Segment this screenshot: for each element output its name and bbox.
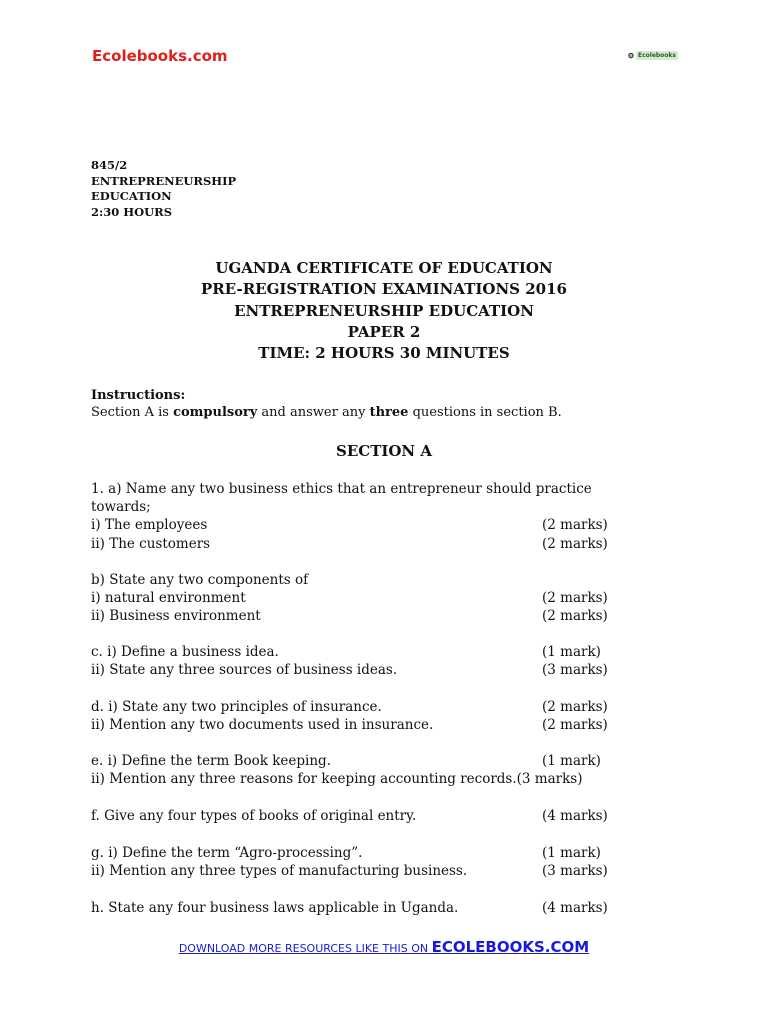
- instr-bold-1: compulsory: [173, 405, 258, 420]
- q1a-i: [91, 516, 631, 534]
- instr-part-3: questions in section B.: [408, 405, 562, 420]
- download-site: ECOLEBOOKS.COM: [431, 938, 590, 956]
- q1c-i: [91, 643, 631, 661]
- q1d-i-marks: (2 marks): [542, 699, 608, 715]
- q1b-ii: [91, 607, 631, 625]
- instr-part-1: Section A is: [91, 405, 174, 420]
- q1b-stem: b) State any two components of: [91, 572, 309, 588]
- q1a-ii: [91, 535, 631, 553]
- download-prefix: DOWNLOAD MORE RESOURCES LIKE THIS ON: [178, 942, 432, 955]
- question-1h: [91, 899, 631, 917]
- q1e-i-text: e. i) Define the term Book keeping.: [91, 753, 331, 769]
- question-1c: [91, 643, 631, 679]
- q1c-i-marks: (1 mark): [542, 644, 601, 660]
- logo-text: Ecolebooks: [637, 51, 676, 59]
- q1a-ii-text: ii) The customers: [91, 535, 211, 552]
- question-1f: [91, 807, 631, 825]
- q1b-i-marks: (2 marks): [542, 590, 608, 607]
- q1f-marks: (4 marks): [542, 808, 608, 824]
- q1a-stem-1: 1. a) Name any two business ethics that an entrepreneur should practice: [91, 481, 592, 497]
- q1d-i: [91, 698, 631, 716]
- subject-line-1: ENTREPRENEURSHIP: [91, 173, 237, 188]
- subject-line-2: EDUCATION: [91, 189, 172, 203]
- paper-code: 845/2: [91, 158, 128, 172]
- download-footer: [0, 937, 768, 956]
- q1b-ii-marks: (2 marks): [542, 608, 608, 625]
- q1b-i-text: i) natural environment: [91, 590, 246, 607]
- paper-code-block: [91, 158, 236, 220]
- book-icon: [628, 49, 634, 62]
- q1h: [91, 899, 631, 917]
- q1a-i-text: i) The employees: [91, 517, 208, 534]
- q1g-ii-text: ii) Mention any three types of manufacturing business.: [91, 863, 468, 880]
- q1g-ii: [91, 862, 631, 880]
- download-link[interactable]: [179, 937, 589, 956]
- title-line-1: UGANDA CERTIFICATE OF EDUCATION: [215, 259, 553, 277]
- q1c-ii-marks: (3 marks): [542, 662, 608, 679]
- q1c-ii-text: ii) State any three sources of business ideas.: [91, 662, 398, 679]
- site-brand[interactable]: Ecolebooks.com: [92, 47, 228, 65]
- title-line-2: PRE-REGISTRATION EXAMINATIONS 2016: [201, 280, 567, 299]
- q1d-i-text: d. i) State any two principles of insurance.: [91, 699, 382, 715]
- q1h-marks: (4 marks): [542, 900, 608, 916]
- q1b-i: [91, 589, 631, 607]
- section-a-title: SECTION A: [335, 442, 433, 460]
- question-1a: [91, 480, 631, 553]
- q1d-ii-marks: (2 marks): [542, 717, 608, 734]
- question-1e: [91, 752, 631, 788]
- instructions-label: Instructions:: [91, 388, 186, 403]
- ecolebooks-logo: [628, 46, 678, 64]
- q1d-ii: [91, 716, 631, 734]
- title-line-5: TIME: 2 HOURS 30 MINUTES: [258, 344, 510, 363]
- duration: 2:30 HOURS: [91, 204, 173, 219]
- title-line-3: ENTREPRENEURSHIP EDUCATION: [234, 301, 534, 320]
- q1a-ii-marks: (2 marks): [542, 535, 608, 552]
- instructions-text: [91, 404, 562, 421]
- exam-titles: [0, 258, 768, 364]
- q1g-i-text: g. i) Define the term “Agro-processing”.: [91, 845, 363, 861]
- q1d-ii-text: ii) Mention any two documents used in insurance.: [91, 717, 434, 734]
- instr-bold-2: three: [369, 405, 409, 420]
- q1a-stem-2: towards;: [91, 499, 151, 516]
- instr-part-2: and answer any: [257, 405, 370, 420]
- q1c-i-text: c. i) Define a business idea.: [91, 644, 279, 660]
- q1g-ii-marks: (3 marks): [542, 863, 608, 880]
- instructions: [91, 387, 562, 421]
- q1a-i-marks: (2 marks): [542, 517, 608, 534]
- q1c-ii: [91, 661, 631, 679]
- q1b-ii-text: ii) Business environment: [91, 608, 261, 625]
- q1h-text: h. State any four business laws applicable in Uganda.: [91, 900, 459, 916]
- question-1g: [91, 844, 631, 880]
- question-1d: [91, 698, 631, 734]
- q1f: [91, 807, 631, 825]
- q1e-i: [91, 752, 631, 770]
- question-1b: [91, 571, 631, 626]
- q1g-i: [91, 844, 631, 862]
- q1f-text: f. Give any four types of books of original entry.: [91, 808, 417, 824]
- title-line-4: PAPER 2: [347, 322, 421, 341]
- q1e-ii: ii) Mention any three reasons for keeping accounting records.(3 marks): [91, 771, 583, 788]
- q1g-i-marks: (1 mark): [542, 845, 601, 861]
- q1e-i-marks: (1 mark): [542, 753, 601, 769]
